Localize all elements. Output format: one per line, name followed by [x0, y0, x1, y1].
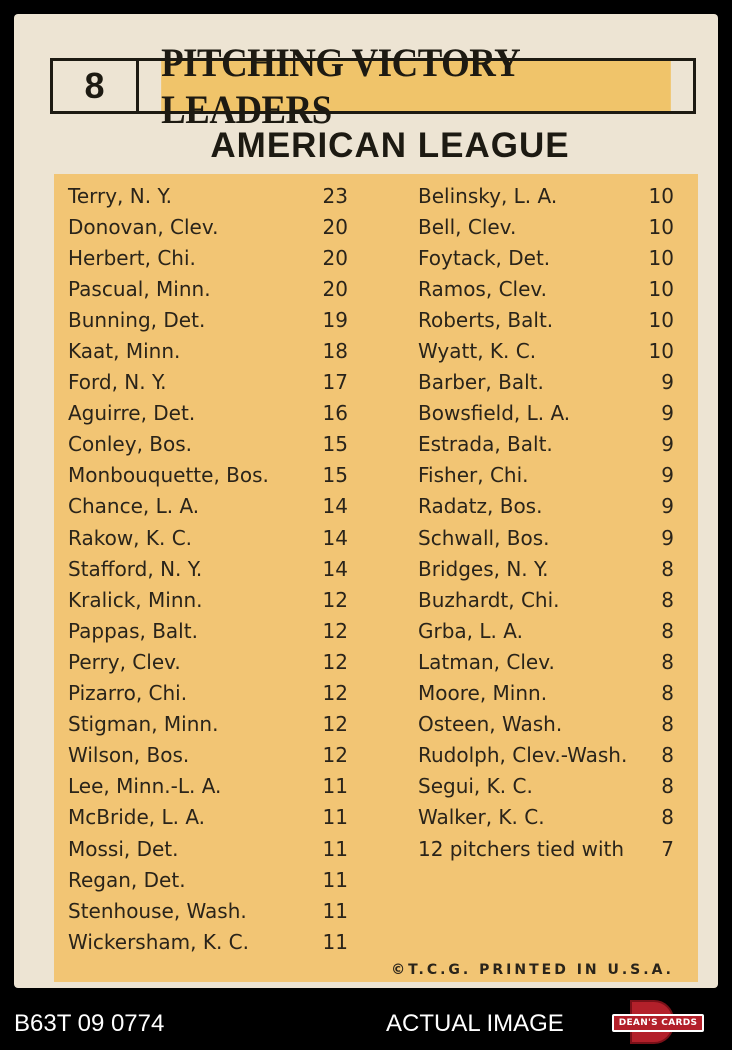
victory-count: 15 — [322, 432, 348, 457]
leader-row — [68, 211, 348, 242]
victory-count: 9 — [661, 494, 674, 519]
victory-count: 8 — [661, 587, 674, 612]
pitcher-name: Ramos, Clev. — [418, 276, 548, 301]
leader-row — [68, 304, 348, 335]
leader-row — [418, 553, 674, 584]
pitcher-name: Radatz, Bos. — [418, 494, 543, 519]
leader-row — [68, 180, 348, 211]
pitcher-name: Herbert, Chi. — [68, 245, 196, 270]
leader-row — [68, 895, 348, 926]
leader-row — [68, 335, 348, 366]
right-leaders-column — [418, 180, 674, 864]
inventory-code: B63T 09 0774 — [14, 1010, 165, 1037]
pitcher-name: Mossi, Det. — [68, 836, 179, 861]
leader-row — [418, 771, 674, 802]
pitcher-name: Bell, Clev. — [418, 214, 517, 239]
leader-row — [68, 709, 348, 740]
pitcher-name: Stigman, Minn. — [68, 712, 219, 737]
image-footer — [0, 990, 732, 1050]
copyright-line: ©T.C.G. PRINTED IN U.S.A. — [391, 962, 674, 978]
actual-image-label: ACTUAL IMAGE — [386, 1010, 564, 1037]
victory-count: 19 — [322, 307, 348, 332]
pitcher-name: Buzhardt, Chi. — [418, 587, 560, 612]
victory-count: 8 — [661, 556, 674, 581]
pitcher-name: Bunning, Det. — [68, 307, 206, 332]
leader-row — [68, 491, 348, 522]
victory-count: 10 — [648, 214, 674, 239]
left-leaders-column — [68, 180, 348, 957]
pitcher-name: Kaat, Minn. — [68, 339, 181, 364]
victory-count: 10 — [648, 339, 674, 364]
victory-count: 8 — [661, 805, 674, 830]
victory-count: 9 — [661, 401, 674, 426]
pitcher-name: Kralick, Minn. — [68, 587, 203, 612]
victory-count: 15 — [322, 463, 348, 488]
leader-row — [418, 273, 674, 304]
victory-count: 23 — [322, 183, 348, 208]
victory-count: 11 — [322, 774, 348, 799]
victory-count: 8 — [661, 774, 674, 799]
victory-count: 11 — [322, 898, 348, 923]
pitcher-name: Wilson, Bos. — [68, 743, 190, 768]
victory-count: 8 — [661, 712, 674, 737]
leader-row — [68, 833, 348, 864]
pitcher-name: Terry, N. Y. — [68, 183, 172, 208]
victory-count: 8 — [661, 743, 674, 768]
deans-cards-logo-icon — [612, 1000, 704, 1044]
pitcher-name: Roberts, Balt. — [418, 307, 554, 332]
leader-row — [418, 833, 674, 864]
leader-row — [68, 584, 348, 615]
victory-count: 12 — [322, 587, 348, 612]
pitcher-name: Moore, Minn. — [418, 681, 548, 706]
pitcher-name: Grba, L. A. — [418, 618, 523, 643]
victory-count: 11 — [322, 929, 348, 954]
victory-count: 20 — [322, 276, 348, 301]
leader-row — [68, 242, 348, 273]
pitcher-name: Monbouquette, Bos. — [68, 463, 269, 488]
leader-row — [68, 553, 348, 584]
leader-row — [68, 802, 348, 833]
leader-row — [418, 211, 674, 242]
pitcher-name: Latman, Clev. — [418, 649, 555, 674]
victory-count: 12 — [322, 618, 348, 643]
card-header — [50, 40, 696, 132]
victory-count: 11 — [322, 836, 348, 861]
pitcher-name: Stafford, N. Y. — [68, 556, 203, 581]
pitcher-name: Rudolph, Clev.-Wash. — [418, 743, 628, 768]
leader-row — [68, 646, 348, 677]
victory-count: 20 — [322, 214, 348, 239]
leader-row — [418, 367, 674, 398]
pitcher-name: Conley, Bos. — [68, 432, 193, 457]
leader-row — [68, 273, 348, 304]
logo-banner: DEAN'S CARDS — [612, 1014, 704, 1032]
victory-count: 11 — [322, 867, 348, 892]
pitcher-name: Fisher, Chi. — [418, 463, 529, 488]
leader-row — [418, 491, 674, 522]
pitcher-name: Wickersham, K. C. — [68, 929, 249, 954]
leader-row — [418, 460, 674, 491]
leader-row — [68, 398, 348, 429]
pitcher-name: Lee, Minn.-L. A. — [68, 774, 222, 799]
league-heading: AMERICAN LEAGUE — [210, 126, 570, 165]
leader-row — [418, 802, 674, 833]
victory-count: 12 — [322, 649, 348, 674]
pitcher-name: Pizarro, Chi. — [68, 681, 188, 706]
leader-row — [68, 367, 348, 398]
pitcher-name: Osteen, Wash. — [418, 712, 563, 737]
baseball-card-back — [14, 14, 718, 988]
pitcher-name: Perry, Clev. — [68, 649, 181, 674]
leader-row — [418, 242, 674, 273]
leader-row — [418, 180, 674, 211]
pitcher-name: Aguirre, Det. — [68, 401, 196, 426]
victory-count: 8 — [661, 681, 674, 706]
leader-row — [68, 771, 348, 802]
victory-count: 12 — [322, 712, 348, 737]
pitcher-name: Chance, L. A. — [68, 494, 200, 519]
pitcher-name: Bridges, N. Y. — [418, 556, 549, 581]
pitcher-name: Estrada, Balt. — [418, 432, 553, 457]
pitcher-name: Rakow, K. C. — [68, 525, 193, 550]
pitcher-name: Barber, Balt. — [418, 370, 544, 395]
victory-count: 7 — [661, 836, 674, 861]
leader-row — [418, 646, 674, 677]
pitcher-name: Belinsky, L. A. — [418, 183, 558, 208]
card-number: 8 — [53, 61, 139, 111]
leader-row — [68, 740, 348, 771]
leader-row — [68, 460, 348, 491]
victory-count: 8 — [661, 649, 674, 674]
pitcher-name: Pascual, Minn. — [68, 276, 211, 301]
victory-count: 14 — [322, 494, 348, 519]
pitcher-name: Foytack, Det. — [418, 245, 551, 270]
victory-count: 8 — [661, 618, 674, 643]
victory-count: 20 — [322, 245, 348, 270]
pitcher-name: Bowsfield, L. A. — [418, 401, 571, 426]
leader-row — [418, 740, 674, 771]
pitcher-name: Wyatt, K. C. — [418, 339, 537, 364]
card-title: PITCHING VICTORY LEADERS — [161, 61, 671, 111]
leader-row — [418, 522, 674, 553]
pitcher-name: Stenhouse, Wash. — [68, 898, 247, 923]
leader-row — [68, 522, 348, 553]
victory-count: 18 — [322, 339, 348, 364]
leader-row — [418, 678, 674, 709]
victory-count: 14 — [322, 525, 348, 550]
leader-row — [418, 304, 674, 335]
pitcher-name: Ford, N. Y. — [68, 370, 167, 395]
victory-count: 10 — [648, 183, 674, 208]
leader-row — [418, 615, 674, 646]
victory-count: 10 — [648, 245, 674, 270]
victory-count: 9 — [661, 463, 674, 488]
victory-count: 16 — [322, 401, 348, 426]
pitcher-name: Pappas, Balt. — [68, 618, 198, 643]
leader-row — [418, 709, 674, 740]
leader-row — [418, 429, 674, 460]
victory-count: 11 — [322, 805, 348, 830]
leader-row — [68, 678, 348, 709]
leader-row — [68, 429, 348, 460]
pitcher-name: 12 pitchers tied with — [418, 836, 625, 861]
pitcher-name: Segui, K. C. — [418, 774, 533, 799]
leader-row — [68, 864, 348, 895]
victory-count: 10 — [648, 276, 674, 301]
pitcher-name: McBride, L. A. — [68, 805, 206, 830]
leader-row — [418, 584, 674, 615]
leaders-panel — [54, 174, 698, 982]
pitcher-name: Walker, K. C. — [418, 805, 545, 830]
pitcher-name: Donovan, Clev. — [68, 214, 219, 239]
pitcher-name: Regan, Det. — [68, 867, 186, 892]
pitcher-name: Schwall, Bos. — [418, 525, 550, 550]
leader-row — [418, 335, 674, 366]
victory-count: 12 — [322, 681, 348, 706]
victory-count: 14 — [322, 556, 348, 581]
victory-count: 17 — [322, 370, 348, 395]
leader-row — [418, 398, 674, 429]
leader-row — [68, 926, 348, 957]
victory-count: 9 — [661, 525, 674, 550]
victory-count: 12 — [322, 743, 348, 768]
victory-count: 10 — [648, 307, 674, 332]
victory-count: 9 — [661, 432, 674, 457]
victory-count: 9 — [661, 370, 674, 395]
leader-row — [68, 615, 348, 646]
